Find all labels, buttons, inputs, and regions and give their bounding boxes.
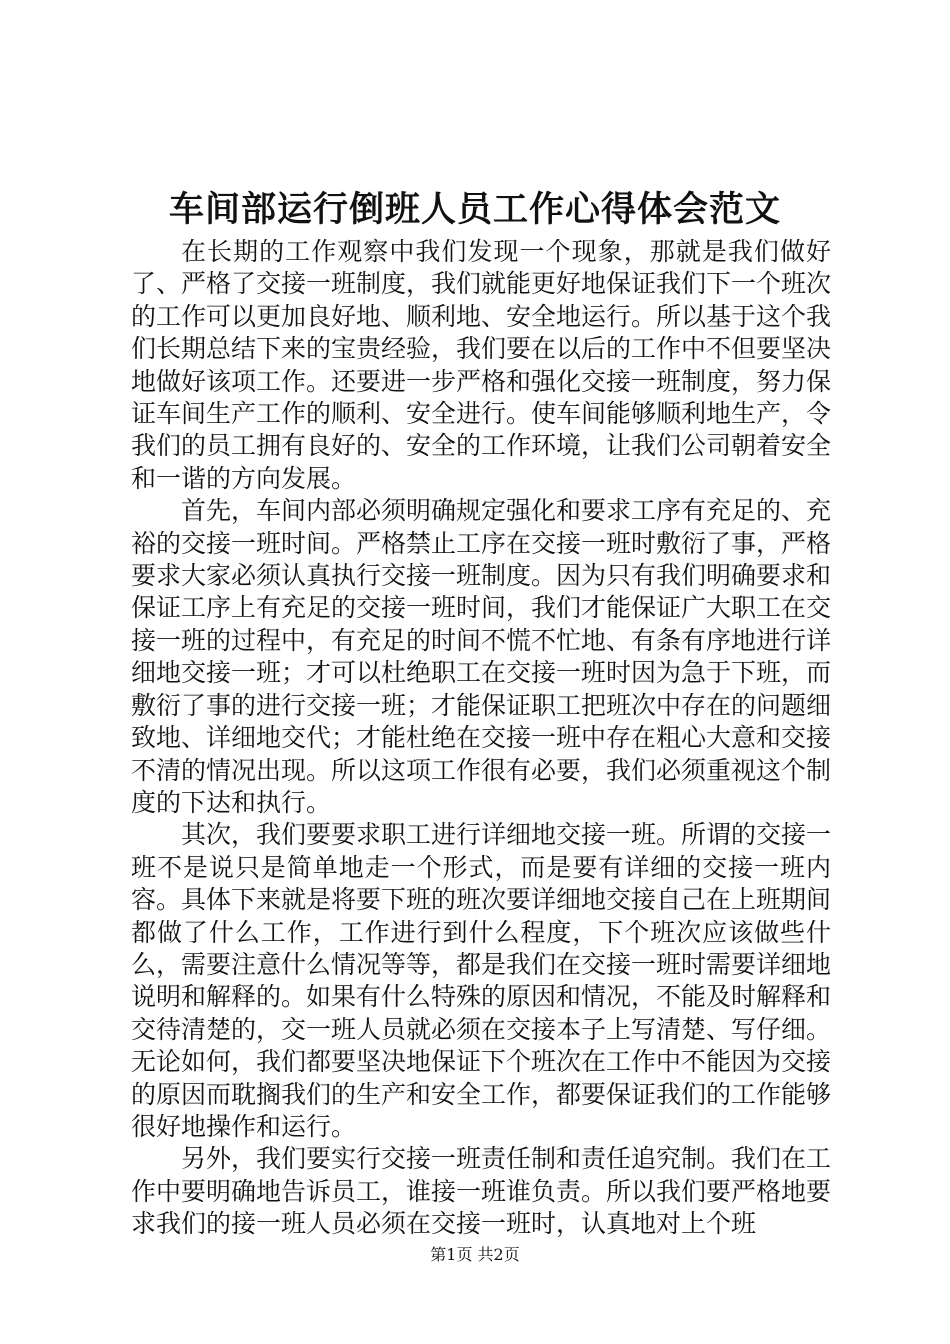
- paragraph-4: 另外，我们要实行交接一班责任制和责任追究制。我们在工作中要明确地告诉员工，谁接一班谁负责。所以我们要严格地要求我们的接一班人员必须在交接一班时，认真地对上个班: [131, 1144, 832, 1239]
- paragraph-3: 其次，我们要要求职工进行详细地交接一班。所谓的交接一班不是说只是简单地走一个形式，而是要有详细的交接一班内容。具体下来就是将要下班的班次要详细地交接自己在上班期间都做了什么工作，工作进行到什么程度，下个班次应该做些什么，需要注意什么情况等等，都是我们在交接一班时需要详细地说明和解释的。如果有什么特殊的原因和情况，不能及时解释和交待清楚的，交一班人员就必须在交接本子上写清楚、写仔细。无论如何，我们都要坚决地保证下个班次在工作中不能因为交接的原因而耽搁我们的生产和安全工作，都要保证我们的工作能够很好地操作和运行。: [131, 820, 832, 1141]
- paragraph-1: 在长期的工作观察中我们发现一个现象，那就是我们做好了、严格了交接一班制度，我们就能更好地保证我们下一个班次的工作可以更加良好地、顺利地、安全地运行。所以基于这个我们长期总结下来的宝贵经验，我们要在以后的工作中不但要坚决地做好该项工作。还要进一步严格和强化交接一班制度，努力保证车间生产工作的顺利、安全进行。使车间能够顺利地生产，令我们的员工拥有良好的、安全的工作环境，让我们公司朝着安全和一谐的方向发展。: [131, 237, 832, 493]
- paragraph-2: 首先，车间内部必须明确规定强化和要求工序有充足的、充裕的交接一班时间。严格禁止工序在交接一班时敷衍了事，严格要求大家必须认真执行交接一班制度。因为只有我们明确要求和保证工序上有充足的交接一班时间，我们才能保证广大职工在交接一班的过程中，有充足的时间不慌不忙地、有条有序地进行详细地交接一班；才可以杜绝职工在交接一班时因为急于下班，而敷衍了事的进行交接一班；才能保证职工把班次中存在的问题细致地、详细地交代；才能杜绝在交接一班中存在粗心大意和交接不清的情况出现。所以这项工作很有必要，我们必须重视这个制度的下达和执行。: [131, 496, 832, 817]
- document-body: [131, 236, 831, 1241]
- page-number-footer: 第1页 共2页: [430, 1245, 520, 1264]
- document-title: 车间部运行倒班人员工作心得体会范文: [168, 189, 781, 230]
